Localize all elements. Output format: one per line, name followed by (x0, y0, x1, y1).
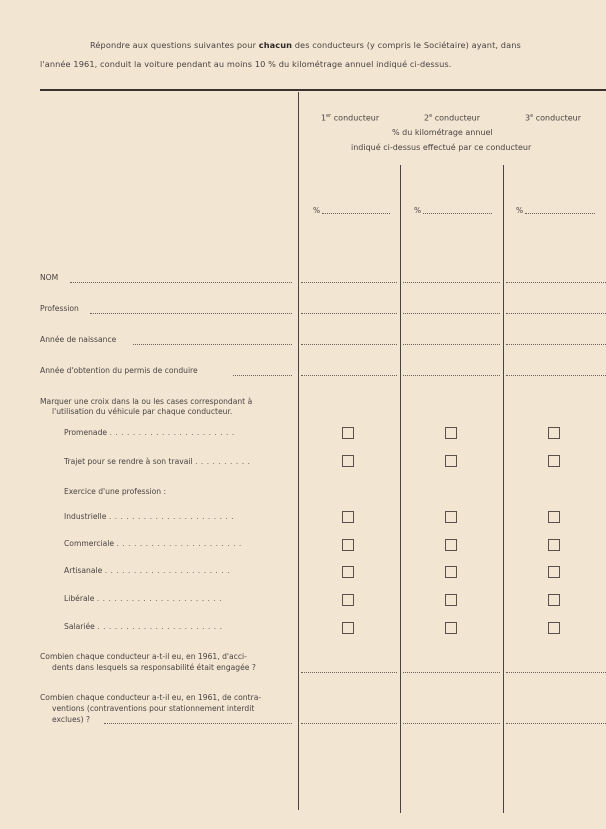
commerciale-driver2-checkbox[interactable] (445, 539, 457, 551)
header-subtitle-2: indiqué ci-dessus effectué par ce conducteur (351, 143, 532, 152)
driver3-header: 3e conducteur (525, 113, 582, 123)
salariee-driver1-checkbox[interactable] (342, 622, 354, 634)
profession-driver3-field[interactable] (506, 313, 606, 314)
driver3-pct-field[interactable] (525, 213, 595, 214)
industrielle-driver1-checkbox[interactable] (342, 511, 354, 523)
label-marquer-2: l'utilisation du véhicule par chaque conducteur. (52, 407, 233, 416)
liberale-driver3-checkbox[interactable] (548, 594, 560, 606)
driver2-header: 2e conducteur (424, 113, 481, 123)
contra-driver2-field[interactable] (403, 723, 500, 724)
promenade-driver1-checkbox[interactable] (342, 427, 354, 439)
label-artisanale: Artisanale . . . . . . . . . . . . . . . . . . . . . . (64, 566, 230, 575)
driver3-pct-label: % (516, 206, 524, 215)
nom-driver3-field[interactable] (506, 282, 606, 283)
label-salariee: Salariée . . . . . . . . . . . . . . . . . . . . . . (64, 622, 223, 631)
intro-line-2: l'année 1961, conduit la voiture pendant au moins 10 % du kilométrage annuel indiqué ci-dessus. (40, 59, 452, 69)
header-subtitle-1: % du kilométrage annuel (392, 128, 493, 137)
driver2-pct-field[interactable] (423, 213, 492, 214)
naissance-driver1-field[interactable] (301, 344, 397, 345)
label-exercice: Exercice d'une profession : (64, 487, 167, 496)
label-accidents-2: dents dans lesquels sa responsabilité était engagée ? (52, 663, 256, 672)
label-contra-2: ventions (contraventions pour stationnement interdit (52, 704, 255, 713)
nom-driver1-field[interactable] (301, 282, 397, 283)
label-contra-3: exclues) ? (52, 715, 91, 724)
profession-driver2-field[interactable] (403, 313, 500, 314)
contra-driver1-field[interactable] (301, 723, 397, 724)
industrielle-driver3-checkbox[interactable] (548, 511, 560, 523)
leader-annee-permis (233, 375, 292, 376)
naissance-driver3-field[interactable] (506, 344, 606, 345)
label-contra-1: Combien chaque conducteur a-t-il eu, en 1961, de contra- (40, 693, 262, 702)
label-industrielle: Industrielle . . . . . . . . . . . . . . . . . . . . . . (64, 512, 235, 521)
leader-nom (70, 282, 292, 283)
intro-text-c: des conducteurs (y compris le Sociétaire) ayant, dans (292, 40, 521, 50)
artisanale-driver1-checkbox[interactable] (342, 566, 354, 578)
column-divider-main (298, 92, 299, 810)
accidents-driver3-field[interactable] (506, 672, 606, 673)
label-commerciale: Commerciale . . . . . . . . . . . . . . . . . . . . . . (64, 539, 242, 548)
driver1-pct-label: % (313, 206, 321, 215)
industrielle-driver2-checkbox[interactable] (445, 511, 457, 523)
header-rule (40, 89, 606, 91)
leader-contra (104, 723, 292, 724)
label-liberale: Libérale . . . . . . . . . . . . . . . . . . . . . . (64, 594, 223, 603)
intro-emphasis: chacun (258, 40, 293, 50)
trajet-driver1-checkbox[interactable] (342, 455, 354, 467)
permis-driver2-field[interactable] (403, 375, 500, 376)
driver2-pct-label: % (414, 206, 422, 215)
accidents-driver2-field[interactable] (403, 672, 500, 673)
label-profession: Profession (40, 304, 79, 313)
driver1-header: 1er conducteur (321, 113, 380, 123)
trajet-driver2-checkbox[interactable] (445, 455, 457, 467)
artisanale-driver2-checkbox[interactable] (445, 566, 457, 578)
artisanale-driver3-checkbox[interactable] (548, 566, 560, 578)
liberale-driver2-checkbox[interactable] (445, 594, 457, 606)
intro-text-a: Répondre aux questions suivantes pour (90, 40, 259, 50)
label-annee-permis: Année d'obtention du permis de conduire (40, 366, 198, 375)
driver1-pct-field[interactable] (322, 213, 390, 214)
permis-driver1-field[interactable] (301, 375, 397, 376)
label-promenade: Promenade . . . . . . . . . . . . . . . . . . . . . . (64, 428, 235, 437)
label-accidents-1: Combien chaque conducteur a-t-il eu, en 1961, d'acci- (40, 652, 247, 661)
column-divider-2 (400, 165, 401, 813)
nom-driver2-field[interactable] (403, 282, 500, 283)
profession-driver1-field[interactable] (301, 313, 397, 314)
label-marquer-1: Marquer une croix dans la ou les cases correspondant à (40, 397, 253, 406)
salariee-driver3-checkbox[interactable] (548, 622, 560, 634)
leader-annee-naissance (133, 344, 292, 345)
salariee-driver2-checkbox[interactable] (445, 622, 457, 634)
promenade-driver2-checkbox[interactable] (445, 427, 457, 439)
label-nom: NOM (40, 273, 59, 282)
promenade-driver3-checkbox[interactable] (548, 427, 560, 439)
permis-driver3-field[interactable] (506, 375, 606, 376)
label-annee-naissance: Année de naissance (40, 335, 117, 344)
trajet-driver3-checkbox[interactable] (548, 455, 560, 467)
intro-line-1 (90, 36, 521, 55)
label-trajet: Trajet pour se rendre à son travail . . . . . . . . . . (64, 457, 251, 466)
commerciale-driver3-checkbox[interactable] (548, 539, 560, 551)
accidents-driver1-field[interactable] (301, 672, 397, 673)
liberale-driver1-checkbox[interactable] (342, 594, 354, 606)
commerciale-driver1-checkbox[interactable] (342, 539, 354, 551)
leader-profession (90, 313, 292, 314)
contra-driver3-field[interactable] (506, 723, 606, 724)
column-divider-3 (503, 165, 504, 813)
naissance-driver2-field[interactable] (403, 344, 500, 345)
